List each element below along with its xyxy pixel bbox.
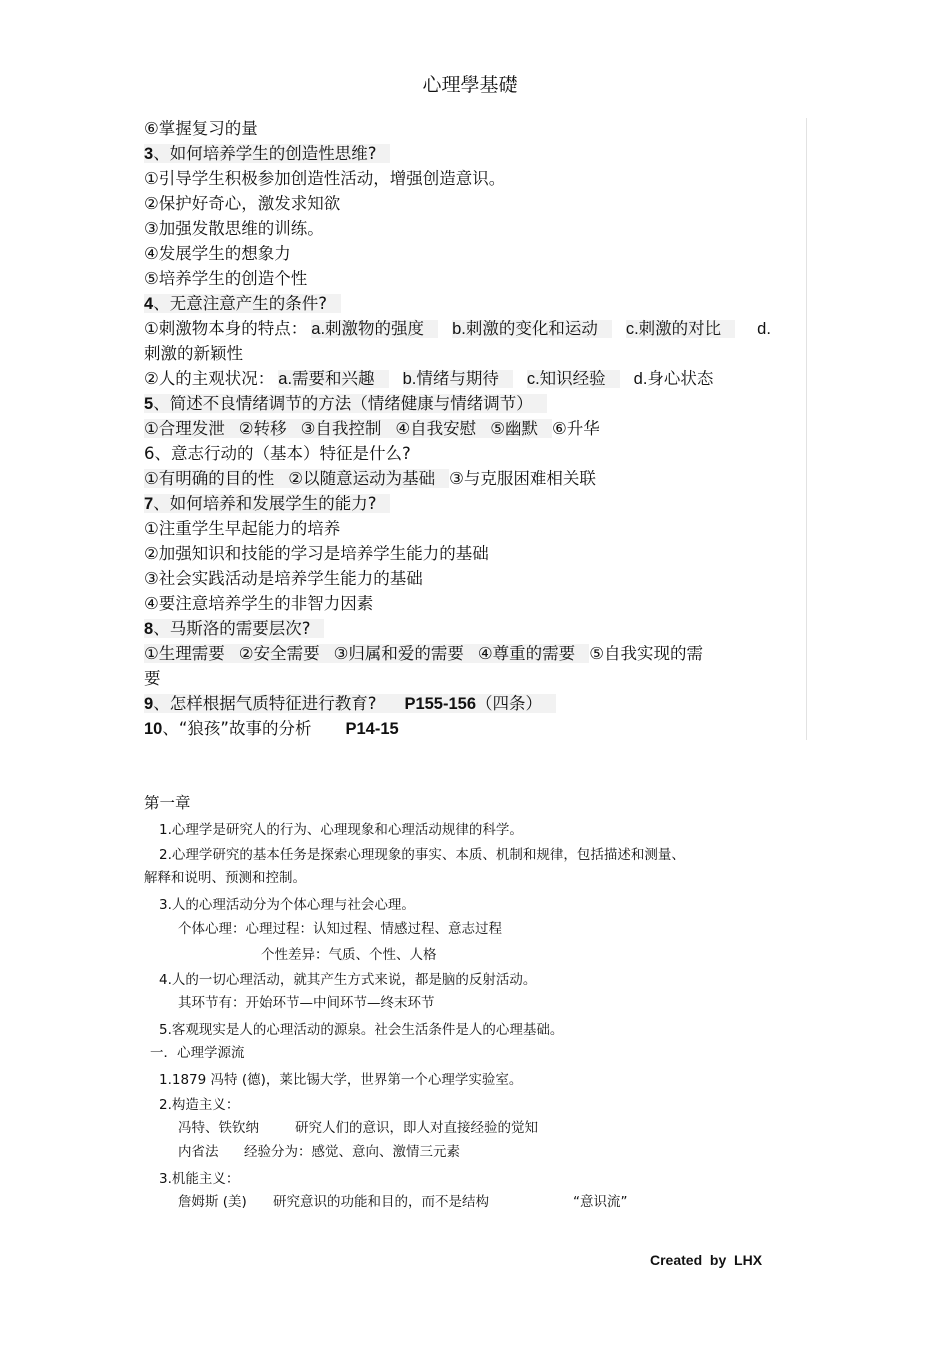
question-4: 4、无意注意产生的条件? [144, 291, 814, 316]
note-line: 3.机能主义： [159, 1171, 240, 1187]
question-3: 3、如何培养学生的创造性思维? [144, 141, 814, 166]
note-line: 2.心理学研究的基本任务是探索心理现象的事实、本质、机制和规律，包括描述和测量、 [159, 847, 685, 863]
answer-line: ①刺激物本身的特点： a.刺激物的强度 b.刺激的变化和运动 c.刺激的对比 d. [144, 319, 771, 338]
note-line: 1.1879 冯特 (德)，莱比锡大学，世界第一个心理学实验室。 [159, 1072, 523, 1088]
answer-line: ③社会实践活动是培养学生能力的基础 [144, 569, 423, 588]
question-7: 7、如何培养和发展学生的能力? [144, 491, 814, 516]
question-10: 10、“狼孩”故事的分析 P14-15 [144, 719, 399, 738]
answer-line: ①生理需要 ②安全需要 ③归属和爱的需要 ④尊重的需要 ⑤自我实现的需 [144, 644, 703, 663]
question-8: 8、马斯洛的需要层次? [144, 616, 814, 641]
note-line: 其环节有：开始环节—中间环节—终末环节 [178, 995, 435, 1011]
question-6: 6、意志行动的（基本）特征是什么? [144, 444, 411, 463]
page-title: 心理學基礎 [422, 74, 518, 96]
note-line: 冯特、铁钦纳 [178, 1120, 259, 1136]
answer-line: 要 [144, 669, 161, 688]
note-line: 4.人的一切心理活动，就其产生方式来说，都是脑的反射活动。 [159, 972, 537, 988]
question-5: 5、简述不良情绪调节的方法（情绪健康与情绪调节） [144, 391, 814, 416]
answer-line: ④发展学生的想象力 [144, 244, 291, 263]
answer-line: ⑤培养学生的创造个性 [144, 269, 308, 288]
answer-line: ①引导学生积极参加创造性活动，增强创造意识。 [144, 169, 506, 188]
section-heading: 一．心理学源流 [150, 1045, 245, 1061]
answer-line: ①注重学生早起能力的培养 [144, 519, 341, 538]
note-line: 研究人们的意识，即人对直接经验的觉知 [295, 1120, 538, 1136]
answer-line: ④要注意培养学生的非智力因素 [144, 594, 374, 613]
note-line: “意识流” [573, 1194, 628, 1210]
note-line: 个性差异：气质、个性、人格 [261, 947, 437, 963]
note-line: 个体心理：心理过程：认知过程、情感过程、意志过程 [178, 921, 502, 937]
note-line: 经验分为：感觉、意向、激情三元素 [244, 1144, 460, 1160]
answer-line: ③加强发散思维的训练。 [144, 219, 324, 238]
answer-line: 刺激的新颖性 [144, 344, 243, 363]
footer-credit: Created by LHX [650, 1252, 763, 1268]
note-line: 2.构造主义： [159, 1097, 240, 1113]
answer-line: ②加强知识和技能的学习是培养学生能力的基础 [144, 544, 489, 563]
text-line: ⑥掌握复习的量 [144, 119, 258, 138]
answer-line: ②保护好奇心，激发求知欲 [144, 194, 341, 213]
chapter-heading: 第一章 [144, 794, 191, 812]
note-line: 解释和说明、预测和控制。 [144, 870, 306, 886]
answer-line: ①合理发泄 ②转移 ③自我控制 ④自我安慰 ⑤幽默 ⑥升华 [144, 419, 600, 438]
note-line: 詹姆斯 (美) [178, 1194, 247, 1210]
note-line: 研究意识的功能和目的，而不是结构 [273, 1194, 489, 1210]
question-9: 9、怎样根据气质特征进行教育? P155-156（四条） [144, 691, 814, 716]
note-line: 3.人的心理活动分为个体心理与社会心理。 [159, 897, 415, 913]
note-line: 5.客观现实是人的心理活动的源泉。社会生活条件是人的心理基础。 [159, 1022, 564, 1038]
answer-line: ②人的主观状况： a.需要和兴趣 b.情绪与期待 c.知识经验 d.身心状态 [144, 369, 714, 388]
note-line: 1.心理学是研究人的行为、心理现象和心理活动规律的科学。 [159, 822, 523, 838]
note-line: 内省法 [178, 1144, 219, 1160]
answer-line: ①有明确的目的性 ②以随意运动为基础 ③与克服困难相关联 [144, 469, 596, 488]
